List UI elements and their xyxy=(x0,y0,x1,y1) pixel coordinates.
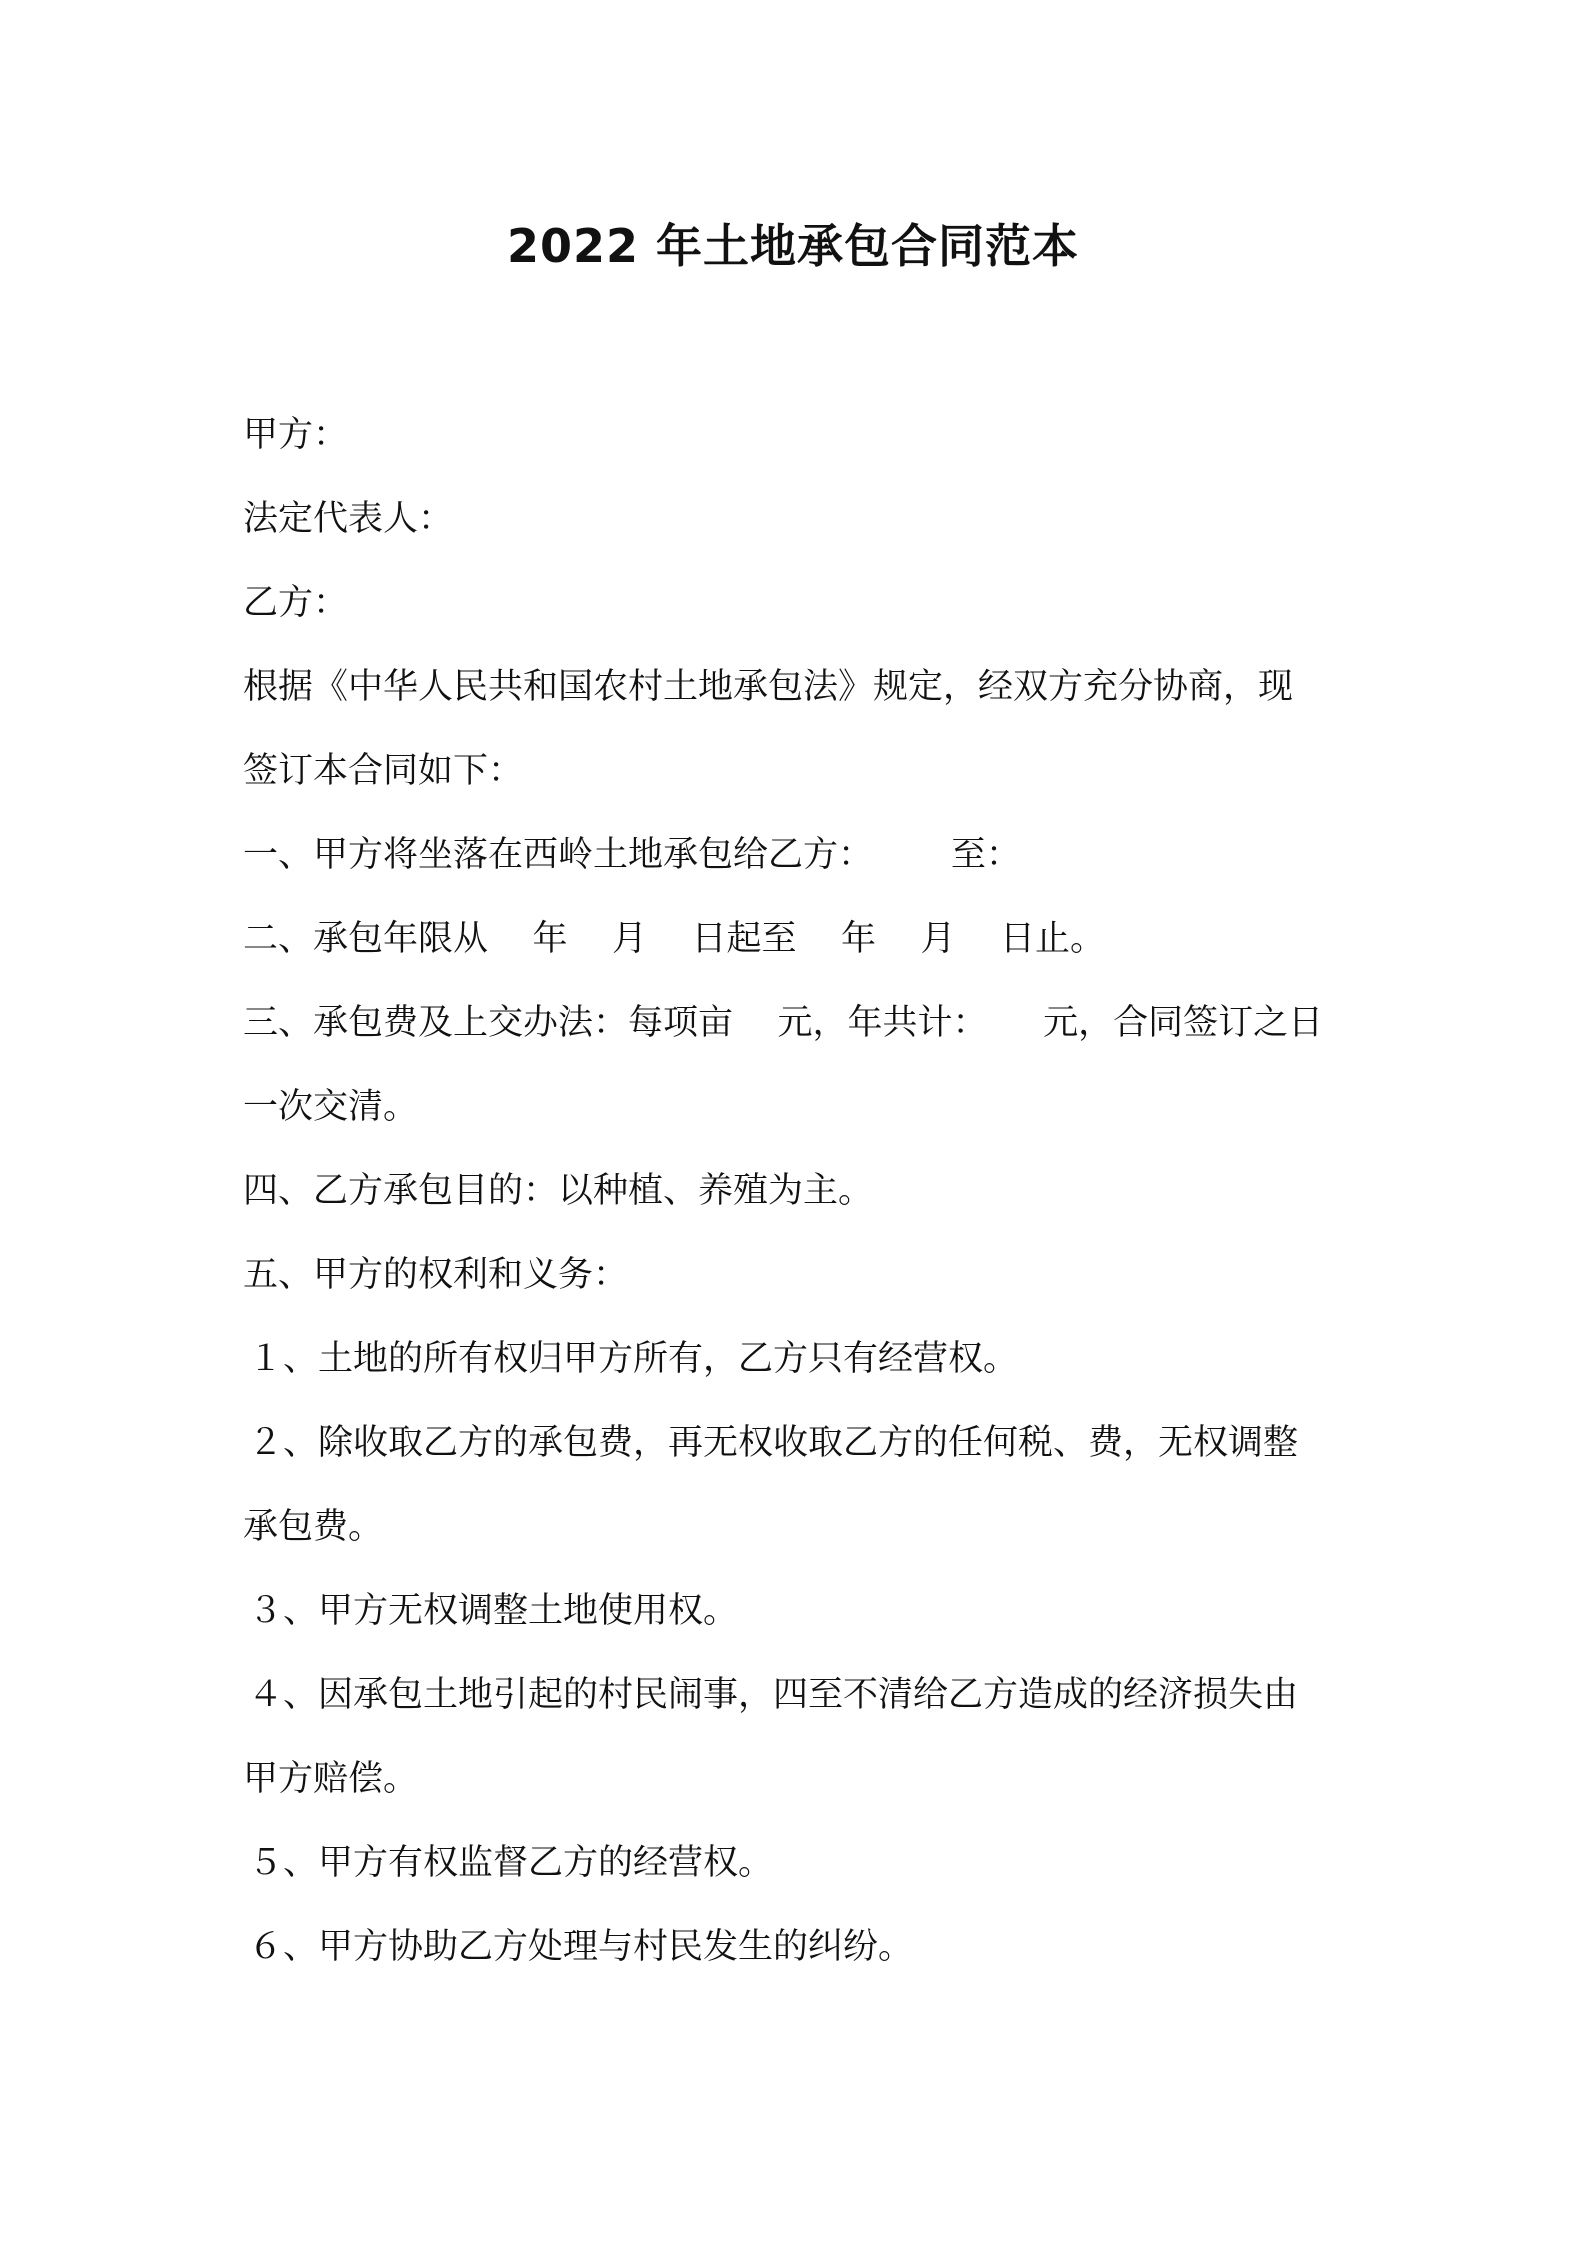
preamble-line-2: 签订本合同如下： xyxy=(243,751,524,791)
document-title: 2022 年土地承包合同范本 xyxy=(506,219,1080,273)
clause-2-line: 二、承包年限从 年 月 日起至 年 月 日止。 xyxy=(243,919,1106,959)
clause-5-item-4-line-2: 甲方赔偿。 xyxy=(243,1759,419,1799)
clause-5-item-1: １、土地的所有权归甲方所有，乙方只有经营权。 xyxy=(248,1339,1019,1379)
party-a-line: 甲方： xyxy=(243,415,349,455)
clause-3-line-2: 一次交清。 xyxy=(243,1087,419,1127)
clause-5-item-2-line-1: ２、除收取乙方的承包费，再无权收取乙方的任何税、费，无权调整 xyxy=(248,1423,1299,1463)
preamble-line-1: 根据《中华人民共和国农村土地承包法》规定，经双方充分协商，现 xyxy=(243,667,1294,707)
clause-5-item-4-line-1: ４、因承包土地引起的村民闹事，四至不清给乙方造成的经济损失由 xyxy=(248,1675,1299,1715)
party-b-line: 乙方： xyxy=(243,583,349,623)
clause-5-heading: 五、甲方的权利和义务： xyxy=(243,1255,629,1295)
clause-5-item-6: ６、甲方协助乙方处理与村民发生的纠纷。 xyxy=(248,1927,914,1967)
legal-representative-line: 法定代表人： xyxy=(243,499,454,539)
clause-1-line: 一、甲方将坐落在西岭土地承包给乙方： 至： xyxy=(243,835,1021,875)
clause-5-item-5: ５、甲方有权监督乙方的经营权。 xyxy=(248,1843,774,1883)
clause-5-item-3: ３、甲方无权调整土地使用权。 xyxy=(248,1591,739,1631)
clause-3-line-1: 三、承包费及上交办法：每项亩 元，年共计： 元，合同签订之日 xyxy=(243,1003,1324,1043)
clause-5-item-2-line-2: 承包费。 xyxy=(243,1507,384,1547)
clause-4-line: 四、乙方承包目的：以种植、养殖为主。 xyxy=(243,1171,874,1211)
